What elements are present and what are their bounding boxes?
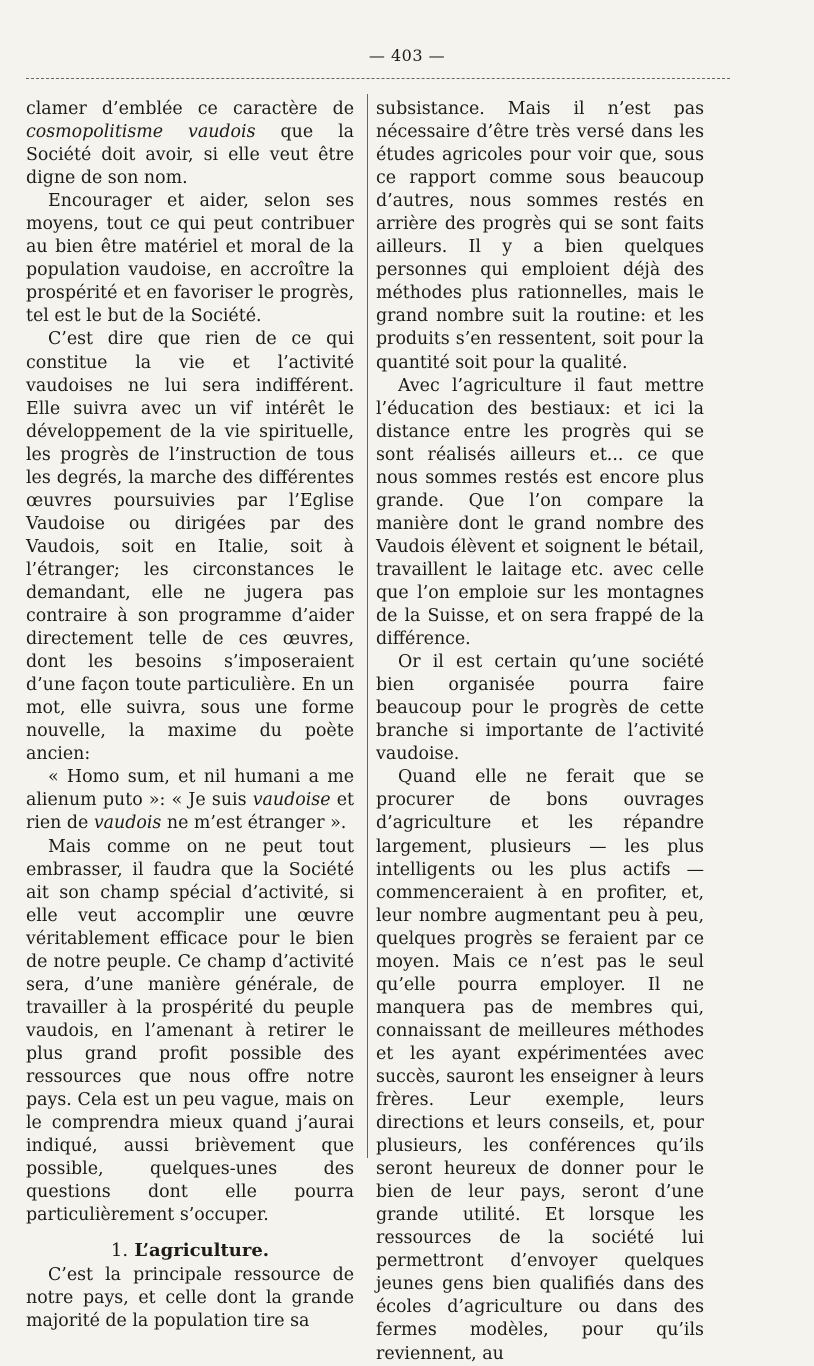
italic-text: cosmopolitisme vaudois <box>26 122 256 143</box>
header-rule <box>26 78 730 79</box>
paragraph: subsistance. Mais il n’est pas nécessaire d’être très versé dans les études agricoles pour voir que, sous ce rapport comme sous beaucoup d’autres, nous sommes restés en arrière des progrès qui se sont faits ailleurs. Il y a bien quelques personnes qui emploient déjà des méthodes plus rationnelles, mais le grand nombre suit la routine: et les produits s’en ressentent, soit pour la quantité soit pour la qualité. <box>376 99 704 373</box>
page-number: — 403 — <box>368 46 446 65</box>
column-divider <box>367 94 368 1158</box>
paragraph-text: que la Société doit avoir, si elle veut être digne de son nom. <box>26 122 354 189</box>
paragraph: C’est dire que rien de ce qui constitue la vie et l’activité vaudoises ne lui sera indifférent. Elle suivra avec un vif intérêt le développement de la vie spirituelle, les progrès de l’instruction de tous les degrés, la marche des différentes œuvres poursuivies par l’Eglise Vaudoise ou dirigées par des Vaudois, soit en Italie, soit à l’étranger; les circonstances le demandant, elle ne jugera pas contraire à son programme d’aider directement telle de ces œuvres, dont les besoins s’imposeraient d’une façon toute particulière. En un mot, elle suivra, sous une forme nouvelle, la maxime du poète ancien: <box>26 329 354 765</box>
paragraph <box>26 98 354 190</box>
section-number: 1. <box>110 1240 129 1262</box>
paragraph: C’est la principale ressource de notre pays, et celle dont la grande majorité de la population tire sa <box>26 1265 354 1332</box>
section-title: L’agriculture. <box>134 1240 270 1262</box>
paragraph <box>26 766 354 835</box>
paragraph: Or il est certain qu’une société bien organisée pourra faire beaucoup pour le progrès de cette branche si importante de l’activité vaudoise. <box>376 652 704 765</box>
paragraph: Avec l’agriculture il faut mettre l’éducation des bestiaux: et ici la distance entre les progrès qui se sont réalisés ailleurs et... ce que nous sommes restés est encore plus grande. Que l’on compare la manière dont le grand nombre des Vaudois élèvent et soignent le bétail, travaillent le laitage etc. avec celle que l’on emploie sur les montagnes de la Suisse, et on sera frappé de la différence. <box>376 375 704 650</box>
paragraph: Quand elle ne ferait que se procurer de bons ouvrages d’agriculture et les répandre largement, plusieurs — les plus intelligents ou les plus actifs — commenceraient à en profiter, et, leur nombre augmentant peu à peu, quelques progrès se feraient par ce moyen. Mais ce n’est pas le seul qu’elle pourra employer. Il ne manquera pas de membres qui, connaissant de meilleures méthodes et les ayant expérimentées avec succès, sauront les enseigner à leurs frères. Leur exemple, leurs directions et leurs conseils, et, pour plusieurs, les conférences qu’ils seront heureux de donner pour le bien de leur pays, seront d’une grande utilité. Et lorsque les ressources de la société lui permettront d’envoyer quelques jeunes gens bien qualifiés dans des écoles d’agriculture ou dans des fermes modèles, pour qu’ils reviennent, au <box>376 767 704 1364</box>
left-column <box>26 98 354 1333</box>
paragraph-text: « Homo sum, et nil humani a me alienum puto »: « Je suis <box>26 767 354 811</box>
paragraph: Encourager et aider, selon ses moyens, tout ce qui peut contribuer au bien être matériel et moral de la population vaudoise, en accroître la prospérité et en favoriser le progrès, tel est le but de la Société. <box>26 191 354 327</box>
right-column <box>376 98 704 1366</box>
section-heading <box>26 1239 354 1262</box>
italic-text: vaudoise <box>252 790 331 811</box>
paragraph-text: ne m’est étranger ». <box>161 813 347 834</box>
paragraph-text: et rien de <box>26 790 355 834</box>
paragraph: Mais comme on ne peut tout embrasser, il faudra que la Société ait son champ spécial d’activité, si elle veut accomplir une œuvre véritablement efficace pour le bien de notre peuple. Ce champ d’activité sera, d’une manière générale, de travailler à la prospérité du peuple vaudois, en l’amenant à retirer le plus grand profit possible des ressources que nous offre notre pays. Cela est un peu vague, mais on le comprendra mieux quand j’aurai indiqué, aussi brièvement que possible, quelques-unes des questions dont elle pourra particulièrement s’occuper. <box>26 836 354 1226</box>
paragraph-text: clamer d’emblée ce caractère de <box>26 99 354 119</box>
italic-text: vaudois <box>93 813 162 834</box>
